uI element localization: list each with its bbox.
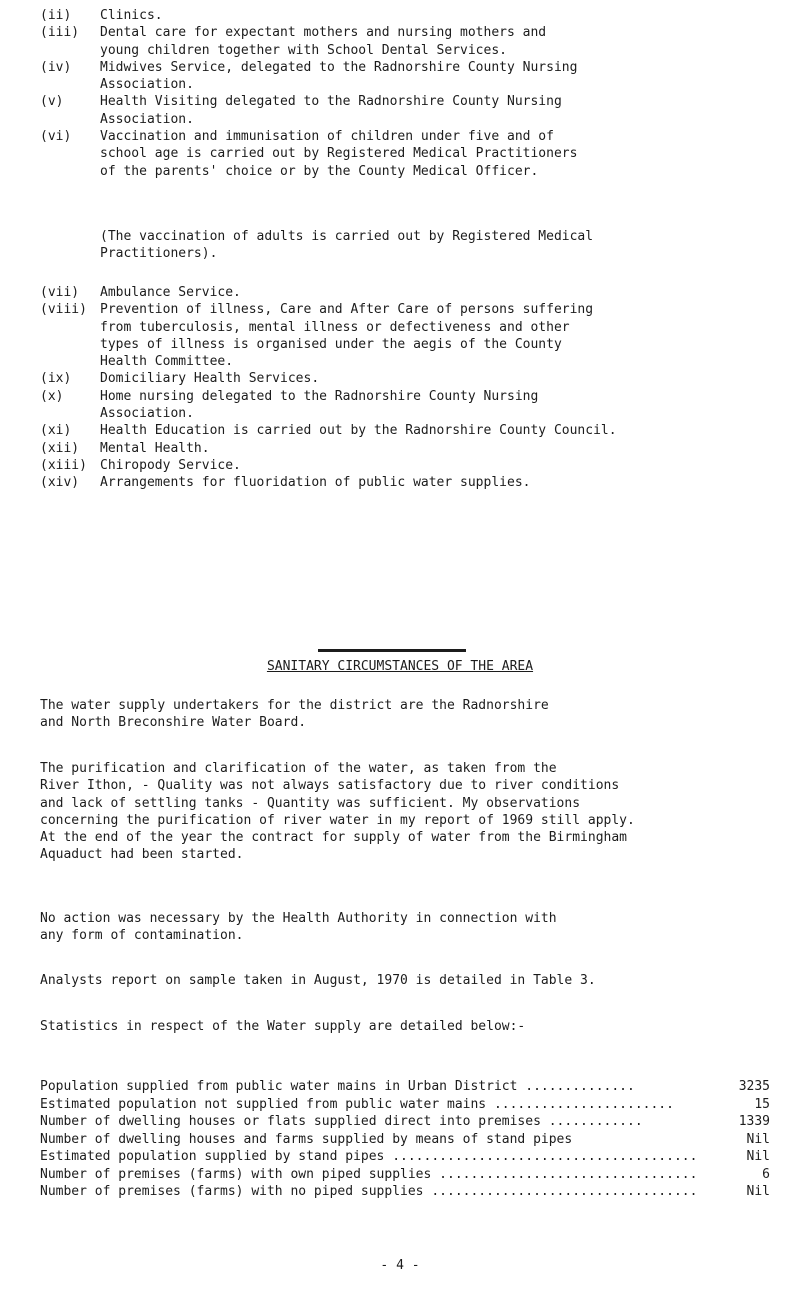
item-number: (iv) — [40, 59, 72, 75]
list-item — [40, 128, 785, 180]
item-number: (xii) — [40, 440, 80, 456]
stat-value: 3235 — [738, 1079, 770, 1094]
paragraph-contamination: No action was necessary by the Health Authority in connection with any form of contamination. — [40, 911, 557, 944]
item-text: Home nursing delegated to the Radnorshire County Nursing Association. — [100, 388, 539, 422]
table-row — [40, 1096, 770, 1114]
stat-label: Estimated population not supplied from public water mains ....................... — [40, 1096, 674, 1112]
list-item — [40, 59, 785, 94]
item-number: (xiv) — [40, 475, 80, 491]
item-text: Midwives Service, delegated to the Radnorshire County Nursing Association. — [100, 59, 578, 93]
item-text: Dental care for expectant mothers and nursing mothers and young children together with School Dental Services. — [100, 25, 547, 58]
list-item — [40, 7, 785, 24]
item-text: Health Visiting delegated to the Radnorshire County Nursing Association. — [100, 94, 562, 127]
list-item — [40, 474, 785, 491]
list-item — [40, 24, 785, 59]
list-item — [40, 457, 785, 474]
list-item — [40, 284, 785, 301]
item-number: (ix) — [40, 371, 72, 387]
paragraph-water-undertakers: The water supply undertakers for the district are the Radnorshire and North Breconshire Water Board. — [40, 698, 549, 731]
list-item — [40, 388, 785, 423]
section-heading — [0, 658, 800, 675]
item-number: (x) — [40, 388, 64, 404]
list-item — [40, 440, 785, 457]
vaccination-note: (The vaccination of adults is carried out by Registered Medical Practitioners). — [100, 229, 594, 262]
table-row — [40, 1131, 770, 1149]
stat-label: Population supplied from public water mains in Urban District .............. — [40, 1079, 635, 1094]
item-text: Mental Health. — [100, 440, 210, 456]
stat-label: Number of dwelling houses and farms supplied by means of stand pipes — [40, 1131, 573, 1147]
section-heading-text: SANITARY CIRCUMSTANCES OF THE AREA — [266, 659, 534, 674]
item-text: Prevention of illness, Care and After Care of persons suffering from tuberculosis, mental illness or defectiveness and other types of illness is organised under the aegis of the County Health Committee. — [100, 302, 594, 370]
section-rule — [318, 649, 466, 652]
page-number: - 4 - — [380, 1258, 420, 1273]
table-row — [40, 1166, 770, 1184]
services-list-b — [40, 284, 785, 492]
stat-value: 1339 — [738, 1114, 770, 1129]
item-text: Ambulance Service. — [100, 285, 241, 300]
item-number: (iii) — [40, 25, 80, 41]
stat-label: Number of dwelling houses or flats supplied direct into premises ............ — [40, 1114, 643, 1129]
item-text: Arrangements for fluoridation of public water supplies. — [100, 475, 531, 491]
water-statistics — [40, 1078, 770, 1201]
item-number: (ii) — [40, 8, 72, 23]
list-item — [40, 93, 785, 128]
item-text: Clinics. — [100, 8, 163, 23]
list-item — [40, 370, 785, 387]
table-row — [40, 1078, 770, 1096]
services-list-a — [40, 7, 785, 180]
item-text: Chiropody Service. — [100, 457, 241, 473]
stat-label: Number of premises (farms) with own piped supplies ................................. — [40, 1166, 698, 1182]
list-item — [40, 301, 785, 370]
item-number: (xi) — [40, 423, 72, 439]
table-row — [40, 1148, 770, 1166]
stat-value: 6 — [762, 1166, 770, 1182]
item-text: Vaccination and immunisation of children under five and of school age is carried out by Registered Medical Practitioners of the parents' choice or by the County Medical Officer. — [100, 129, 578, 179]
table-row — [40, 1183, 770, 1201]
stat-value: 15 — [754, 1096, 770, 1112]
stat-label: Estimated population supplied by stand pipes ....................................... — [40, 1149, 698, 1164]
item-number: (xiii) — [40, 457, 87, 473]
stat-label: Number of premises (farms) with no piped supplies .................................. — [40, 1184, 698, 1199]
stat-value: Nil — [746, 1131, 770, 1147]
stat-value: Nil — [746, 1149, 770, 1164]
item-number: (vii) — [40, 285, 80, 300]
item-text: Health Education is carried out by the Radnorshire County Council. — [100, 423, 617, 439]
paragraph-purification: The purification and clarification of the water, as taken from the River Ithon, - Quality was not always satisfactory due to river conditions and lack of settling tanks - Quantity was sufficient. My observations concerning the purification of river water in my report of 1969 still apply. At the end of the year the contract for supply of water from the Birmingham Aquaduct had been started. — [40, 761, 635, 863]
item-number: (v) — [40, 94, 64, 110]
table-row — [40, 1113, 770, 1131]
item-number: (vi) — [40, 129, 72, 145]
list-item — [40, 422, 785, 439]
paragraph-statistics-intro: Statistics in respect of the Water supply are detailed below:- — [40, 1019, 526, 1034]
item-text: Domiciliary Health Services. — [100, 371, 320, 387]
item-number: (viii) — [40, 302, 87, 318]
paragraph-analysts-report: Analysts report on sample taken in August, 1970 is detailed in Table 3. — [40, 973, 596, 988]
stat-value: Nil — [746, 1184, 770, 1199]
